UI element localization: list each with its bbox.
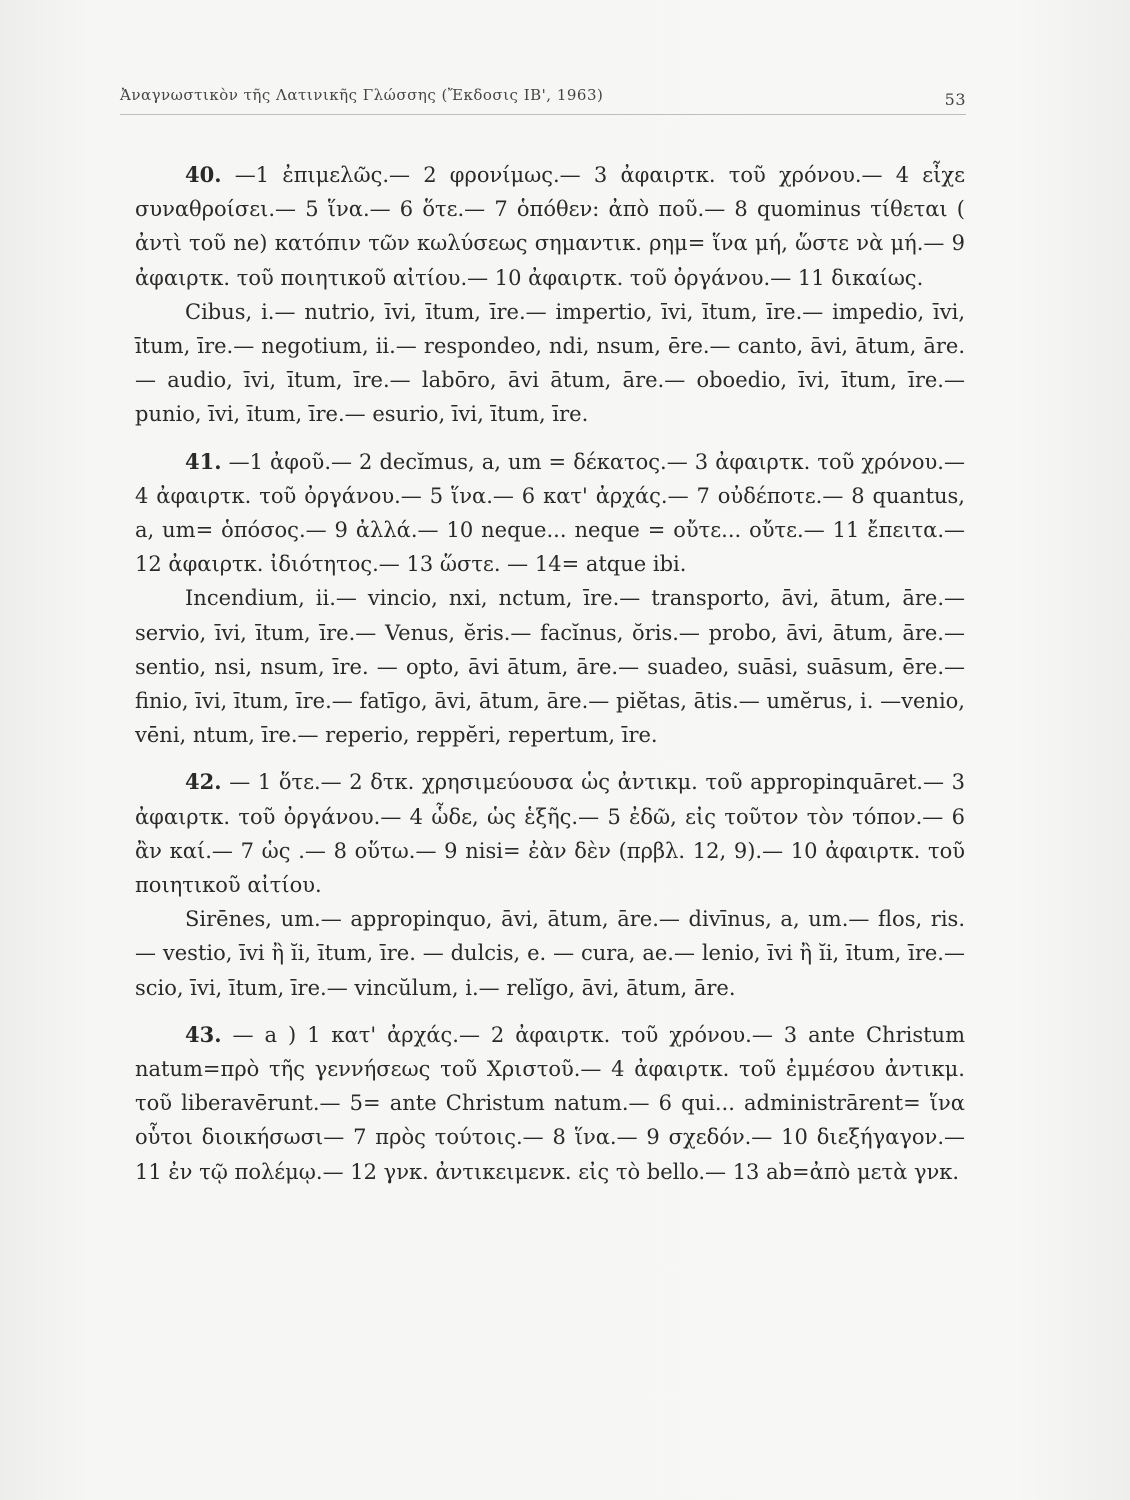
exercise-number: 40. [185,162,222,187]
running-header [120,86,966,115]
vocabulary-42: Sirēnes, um.— appropinquo, āvi, ātum, āre.— divīnus, a, um.— flos, ris.— vestio, īvi ἢ ĭi, ītum, īre. — dulcis, e. — cura, ae.— lenio, īvi ἢ ĭi, ītum, īre.— scio, īvi, ītum, īre.— vincŭlum, i.— relĭgo, āvi, ātum, āre. [135,907,965,1000]
page-number: 53 [944,90,966,109]
notes-text: — 1 ὅτε.— 2 δτκ. χρησιμεύουσα ὡς ἀντικμ. τοῦ appropinquāret.— 3 ἀφαιρτκ. τοῦ ὀργάνου.— 4 ὧδε, ὡς ἑξῆς.— 5 ἐδῶ, εἰς τοῦτον τὸν τόπον.— 6 ἂν καί.— 7 ὡς .— 8 οὕτω.— 9 nisi= ἐὰν δὲν (πρβλ. 12, 9).— 10 ἀφαιρτκ. τοῦ ποιητικοῦ αἰτίου. [135,770,965,898]
vocabulary-41: Incendium, ii.— vincio, nxi, nctum, īre.— transporto, āvi, ātum, āre.— servio, īvi, ītum, īre.— Venus, ĕris.— facĭnus, ŏris.— probo, āvi, ātum, āre.— sentio, nsi, nsum, īre. — opto, āvi ātum, āre.— suadeo, suāsi, suāsum, ēre.— finio, īvi, ītum, īre.— fatīgo, āvi, ātum, āre.— piĕtas, ātis.— umĕrus, i. —venio, vēni, ntum, īre.— reperio, reppĕri, repertum, īre. [135,586,965,748]
page-body [135,158,965,1189]
exercise-number: 43. [185,1021,222,1047]
running-title: Ἀναγνωστικὸν τῆς Λατινικῆς Γλώσσης (Ἔκδοσις ΙΒ', 1963) [120,86,604,104]
notes-text: — a ) 1 κατ' ἀρχάς.— 2 ἀφαιρτκ. τοῦ χρόνου.— 3 ante Christum natum=πρὸ τῆς γεννήσεως τοῦ Χριστοῦ.— 4 ἀφαιρτκ. τοῦ ἐμμέσου ἀντικμ. τοῦ liberavērunt.— 5= ante Christum natum.— 6 qui... administrārent= ἵνα οὗτοι διοικήσωσι— 7 πρὸς τούτοις.— 8 ἵνα.— 9 σχεδόν.— 10 διεξήγαγον.— 11 ἐν τῷ πολέμῳ.— 12 γνκ. ἀντικειμενκ. εἰς τὸ bello.— 13 ab=ἀπὸ μετὰ γνκ. [135,1022,965,1184]
exercise-notes-43 [135,1018,965,1189]
exercise-notes-42 [135,765,965,902]
exercise-notes-40 [135,158,965,295]
notes-text: —1 ἀφοῦ.— 2 decĭmus, a, um = δέκατος.— 3 ἀφαιρτκ. τοῦ χρόνου.— 4 ἀφαιρτκ. τοῦ ὀργάνου.— 5 ἵνα.— 6 κατ' ἀρχάς.— 7 οὐδέποτε.— 8 quantus, a, um= ὁπόσος.— 9 ἀλλά.— 10 neque... neque = οὔτε... οὔτε.— 11 ἔπειτα.— 12 ἀφαιρτκ. ἰδιότητος.— 13 ὥστε. — 14= atque ibi. [135,449,965,577]
exercise-notes-41 [135,445,965,582]
exercise-number: 42. [185,769,222,795]
notes-text: —1 ἐπιμελῶς.— 2 φρονίμως.— 3 ἀφαιρτκ. τοῦ χρόνου.— 4 εἶχε συναθροίσει.— 5 ἵνα.— 6 ὅτε.— 7 ὁπόθεν: ἀπὸ ποῦ.— 8 quominus τίθεται ( ἀντὶ τοῦ ne) κατόπιν τῶν κωλύσεως σημαντικ. ρημ= ἵνα μή, ὥστε νὰ μή.— 9 ἀφαιρτκ. τοῦ ποιητικοῦ αἰτίου.— 10 ἀφαιρτκ. τοῦ ὀργάνου.— 11 δικαίως. [135,163,965,290]
vocabulary-40: Cibus, i.— nutrio, īvi, ītum, īre.— impertio, īvi, ītum, īre.— impedio, īvi, ītum, īre.— negotium, ii.— respondeo, ndi, nsum, ēre.— canto, āvi, ātum, āre.— audio, īvi, ītum, īre.— labōro, āvi ātum, āre.— oboedio, īvi, ītum, īre.— punio, īvi, ītum, īre.— esurio, īvi, ītum, īre. [135,299,965,427]
exercise-number: 41. [185,448,222,474]
